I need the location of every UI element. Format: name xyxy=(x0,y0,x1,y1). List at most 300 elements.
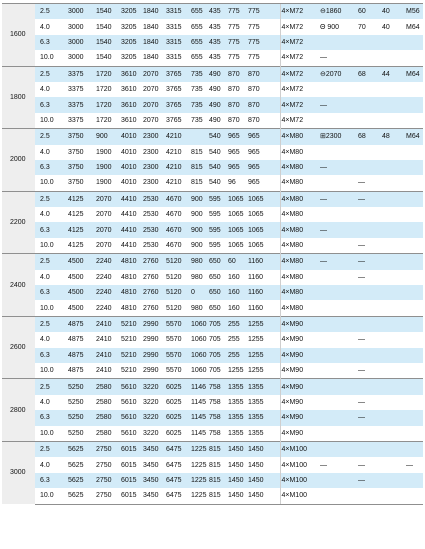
cell: 1450 xyxy=(227,457,248,472)
cell: 735 xyxy=(190,113,209,129)
cell xyxy=(318,35,355,50)
cell: 6025 xyxy=(165,395,190,410)
cell: 815 xyxy=(209,457,227,472)
group-label: 2600 xyxy=(2,316,35,379)
cell: 5610 xyxy=(120,395,142,410)
cell xyxy=(318,300,355,316)
cell: 6.3 xyxy=(35,348,67,363)
cell: 1720 xyxy=(94,82,120,97)
cell: 2760 xyxy=(142,300,165,316)
cell: 160 xyxy=(227,285,248,300)
cell: 1355 xyxy=(227,410,248,425)
cell: 3315 xyxy=(165,19,190,34)
cell: 655 xyxy=(190,35,209,50)
cell xyxy=(318,379,355,395)
cell: 60 xyxy=(355,4,379,20)
cell: 1060 xyxy=(190,316,209,332)
cell xyxy=(379,207,403,222)
cell: 3000 xyxy=(67,35,94,50)
cell: 4×M90 xyxy=(280,426,318,442)
cell: 1146 xyxy=(190,379,209,395)
table-row xyxy=(2,82,423,97)
cell: 2070 xyxy=(142,97,165,112)
cell: 490 xyxy=(209,97,227,112)
cell: 4.0 xyxy=(35,19,67,34)
cell: 1540 xyxy=(94,50,120,66)
cell: 4×M90 xyxy=(280,363,318,379)
cell xyxy=(190,129,209,145)
cell: 160 xyxy=(227,300,248,316)
cell xyxy=(403,270,423,285)
cell xyxy=(379,191,403,207)
cell: 4670 xyxy=(165,191,190,207)
cell: 3000 xyxy=(67,19,94,34)
cell: 815 xyxy=(190,145,209,160)
cell: 3220 xyxy=(142,379,165,395)
cell: 1160 xyxy=(248,254,280,270)
cell: 5570 xyxy=(165,348,190,363)
cell: 705 xyxy=(209,363,227,379)
cell xyxy=(379,254,403,270)
cell: 10.0 xyxy=(35,363,67,379)
cell xyxy=(355,316,379,332)
cell: 595 xyxy=(209,191,227,207)
cell: 775 xyxy=(227,35,248,50)
cell xyxy=(379,160,403,175)
cell: 3220 xyxy=(142,395,165,410)
cell: 2.5 xyxy=(35,191,67,207)
cell: — xyxy=(355,473,379,488)
cell: 2410 xyxy=(94,332,120,347)
cell: 900 xyxy=(94,129,120,145)
cell: 965 xyxy=(248,145,280,160)
cell: 4×M72 xyxy=(280,50,318,66)
cell: 1145 xyxy=(190,410,209,425)
cell: 255 xyxy=(227,332,248,347)
cell: 5250 xyxy=(67,410,94,425)
table-row xyxy=(2,113,423,129)
cell: 4670 xyxy=(165,222,190,237)
cell: — xyxy=(318,160,355,175)
cell xyxy=(379,50,403,66)
cell xyxy=(403,410,423,425)
table-row xyxy=(2,410,423,425)
cell: 1840 xyxy=(142,35,165,50)
cell: 2.5 xyxy=(35,4,67,20)
cell: 2410 xyxy=(94,348,120,363)
cell: 4×M80 xyxy=(280,129,318,145)
cell: 1145 xyxy=(190,426,209,442)
cell: 540 xyxy=(209,129,227,145)
cell: 3765 xyxy=(165,82,190,97)
cell: 4.0 xyxy=(35,395,67,410)
cell: 6.3 xyxy=(35,285,67,300)
cell: 2070 xyxy=(94,191,120,207)
cell: 2760 xyxy=(142,285,165,300)
cell xyxy=(403,222,423,237)
table-row xyxy=(2,254,423,270)
cell: 3315 xyxy=(165,4,190,20)
cell: 4×M90 xyxy=(280,316,318,332)
cell: 3610 xyxy=(120,97,142,112)
cell xyxy=(403,97,423,112)
cell: 705 xyxy=(209,332,227,347)
cell: 2.5 xyxy=(35,379,67,395)
cell: 5625 xyxy=(67,457,94,472)
cell xyxy=(318,441,355,457)
cell xyxy=(355,160,379,175)
cell: 6.3 xyxy=(35,410,67,425)
cell: — xyxy=(318,222,355,237)
cell xyxy=(403,332,423,347)
cell: 4×M90 xyxy=(280,410,318,425)
cell: 4875 xyxy=(67,363,94,379)
cell: 2070 xyxy=(142,113,165,129)
cell: 2990 xyxy=(142,316,165,332)
cell xyxy=(379,426,403,442)
cell: 1065 xyxy=(248,222,280,237)
cell: 1065 xyxy=(227,238,248,254)
cell: 4.0 xyxy=(35,82,67,97)
cell: 775 xyxy=(227,4,248,20)
cell xyxy=(318,395,355,410)
cell xyxy=(318,285,355,300)
cell: 2.5 xyxy=(35,129,67,145)
cell: 900 xyxy=(190,222,209,237)
cell: 3765 xyxy=(165,97,190,112)
cell xyxy=(318,145,355,160)
cell: 3450 xyxy=(142,473,165,488)
cell: 5570 xyxy=(165,363,190,379)
cell: 4670 xyxy=(165,207,190,222)
cell: 705 xyxy=(209,316,227,332)
cell: 4×M90 xyxy=(280,348,318,363)
cell: 4×M80 xyxy=(280,191,318,207)
cell xyxy=(403,160,423,175)
cell: 775 xyxy=(248,19,280,34)
cell: 2530 xyxy=(142,191,165,207)
cell xyxy=(355,222,379,237)
cell: 4×M72 xyxy=(280,82,318,97)
cell: 44 xyxy=(379,66,403,82)
cell: 2750 xyxy=(94,441,120,457)
table-row xyxy=(2,129,423,145)
cell: 655 xyxy=(190,4,209,20)
cell: 2.5 xyxy=(35,66,67,82)
cell: 6475 xyxy=(165,473,190,488)
table-row xyxy=(2,379,423,395)
cell: 758 xyxy=(209,395,227,410)
cell: 4210 xyxy=(165,160,190,175)
cell: 2070 xyxy=(142,66,165,82)
cell: 6025 xyxy=(165,410,190,425)
table-row xyxy=(2,473,423,488)
cell: 4010 xyxy=(120,175,142,191)
cell: 1255 xyxy=(227,363,248,379)
cell: 3220 xyxy=(142,426,165,442)
cell xyxy=(318,82,355,97)
cell: 40 xyxy=(379,4,403,20)
cell: 815 xyxy=(209,441,227,457)
cell: 1450 xyxy=(227,473,248,488)
cell: — xyxy=(318,254,355,270)
cell: 3750 xyxy=(67,160,94,175)
cell: M64 xyxy=(403,129,423,145)
table-row xyxy=(2,457,423,472)
cell: 4410 xyxy=(120,238,142,254)
cell: 5250 xyxy=(67,379,94,395)
cell xyxy=(355,145,379,160)
cell: 1255 xyxy=(248,332,280,347)
cell: 5625 xyxy=(67,488,94,504)
cell: 4875 xyxy=(67,316,94,332)
cell: 3750 xyxy=(67,145,94,160)
cell: 1065 xyxy=(248,238,280,254)
cell: 10.0 xyxy=(35,488,67,504)
cell: 3450 xyxy=(142,488,165,504)
cell: 2410 xyxy=(94,316,120,332)
cell xyxy=(403,363,423,379)
cell: 4×M80 xyxy=(280,254,318,270)
group-label: 2800 xyxy=(2,379,35,442)
cell: 5120 xyxy=(165,270,190,285)
table-row xyxy=(2,145,423,160)
cell: 3375 xyxy=(67,113,94,129)
cell: 4810 xyxy=(120,270,142,285)
cell: 4×M80 xyxy=(280,207,318,222)
cell: 4810 xyxy=(120,285,142,300)
cell: 1355 xyxy=(248,426,280,442)
cell xyxy=(403,300,423,316)
cell: 4210 xyxy=(165,129,190,145)
cell: 3375 xyxy=(67,66,94,82)
cell xyxy=(318,488,355,504)
cell: 870 xyxy=(227,82,248,97)
cell: 1225 xyxy=(190,457,209,472)
cell: 4.0 xyxy=(35,207,67,222)
cell: 3000 xyxy=(67,50,94,66)
cell: 4875 xyxy=(67,348,94,363)
cell: 6015 xyxy=(120,488,142,504)
cell: 4×M80 xyxy=(280,285,318,300)
cell: 4500 xyxy=(67,270,94,285)
cell: 4500 xyxy=(67,300,94,316)
table-row xyxy=(2,395,423,410)
cell: 1225 xyxy=(190,488,209,504)
cell: 490 xyxy=(209,113,227,129)
cell: 6475 xyxy=(165,488,190,504)
cell: ⊞2300 xyxy=(318,129,355,145)
cell: 4.0 xyxy=(35,332,67,347)
cell: 6.3 xyxy=(35,160,67,175)
cell: 1540 xyxy=(94,35,120,50)
cell xyxy=(355,113,379,129)
cell: 3765 xyxy=(165,113,190,129)
cell: 1540 xyxy=(94,4,120,20)
cell: 2990 xyxy=(142,363,165,379)
cell: 96 xyxy=(227,175,248,191)
cell: 2240 xyxy=(94,285,120,300)
cell xyxy=(355,35,379,50)
cell xyxy=(355,285,379,300)
cell: 3205 xyxy=(120,35,142,50)
cell: 4125 xyxy=(67,191,94,207)
cell: 435 xyxy=(209,4,227,20)
table-body xyxy=(2,4,423,505)
cell: 965 xyxy=(248,129,280,145)
cell xyxy=(318,207,355,222)
cell: 540 xyxy=(209,160,227,175)
cell: 1840 xyxy=(142,4,165,20)
cell: 1450 xyxy=(227,488,248,504)
cell: 2300 xyxy=(142,145,165,160)
cell: 775 xyxy=(248,50,280,66)
table-row xyxy=(2,66,423,82)
cell: 255 xyxy=(227,316,248,332)
cell: 1355 xyxy=(227,426,248,442)
cell: 160 xyxy=(227,270,248,285)
table-row xyxy=(2,207,423,222)
cell: 595 xyxy=(209,222,227,237)
cell: 10.0 xyxy=(35,175,67,191)
cell: 5120 xyxy=(165,300,190,316)
cell: 758 xyxy=(209,379,227,395)
cell: — xyxy=(355,175,379,191)
cell xyxy=(379,97,403,112)
cell: ⊖2070 xyxy=(318,66,355,82)
cell xyxy=(379,363,403,379)
cell: 3375 xyxy=(67,82,94,97)
table-row xyxy=(2,488,423,504)
table-row xyxy=(2,19,423,34)
cell: 4125 xyxy=(67,207,94,222)
cell: 3205 xyxy=(120,19,142,34)
cell: 2990 xyxy=(142,348,165,363)
cell: — xyxy=(355,332,379,347)
cell: 2530 xyxy=(142,238,165,254)
table-row xyxy=(2,441,423,457)
group-label: 3000 xyxy=(2,441,35,504)
cell: 6015 xyxy=(120,473,142,488)
cell: 965 xyxy=(248,175,280,191)
cell: 6.3 xyxy=(35,222,67,237)
cell: 1900 xyxy=(94,145,120,160)
cell: 705 xyxy=(209,348,227,363)
cell xyxy=(355,82,379,97)
cell: 2.5 xyxy=(35,316,67,332)
cell xyxy=(379,82,403,97)
cell: 4125 xyxy=(67,222,94,237)
cell xyxy=(318,473,355,488)
cell: 6.3 xyxy=(35,97,67,112)
cell: 6025 xyxy=(165,379,190,395)
cell: 2580 xyxy=(94,379,120,395)
cell xyxy=(355,348,379,363)
cell: 870 xyxy=(248,82,280,97)
cell: 2990 xyxy=(142,332,165,347)
cell xyxy=(318,270,355,285)
cell: 4×M90 xyxy=(280,379,318,395)
cell: 10.0 xyxy=(35,300,67,316)
cell xyxy=(379,222,403,237)
cell: 735 xyxy=(190,82,209,97)
cell: 4010 xyxy=(120,160,142,175)
table-row xyxy=(2,222,423,237)
cell: 815 xyxy=(209,473,227,488)
cell: 1060 xyxy=(190,332,209,347)
cell: 4×M72 xyxy=(280,97,318,112)
cell xyxy=(379,395,403,410)
cell xyxy=(403,50,423,66)
cell xyxy=(318,363,355,379)
cell: 2300 xyxy=(142,175,165,191)
cell: 655 xyxy=(190,50,209,66)
cell xyxy=(379,488,403,504)
cell xyxy=(403,441,423,457)
group-label: 2000 xyxy=(2,129,35,192)
cell: 2070 xyxy=(94,207,120,222)
cell xyxy=(355,207,379,222)
cell: 10.0 xyxy=(35,113,67,129)
cell xyxy=(355,379,379,395)
cell xyxy=(318,410,355,425)
cell: 6025 xyxy=(165,426,190,442)
table-row xyxy=(2,160,423,175)
cell xyxy=(379,441,403,457)
cell xyxy=(403,191,423,207)
table-row xyxy=(2,35,423,50)
cell xyxy=(379,457,403,472)
cell: 3610 xyxy=(120,113,142,129)
cell: 650 xyxy=(209,285,227,300)
cell: 2070 xyxy=(94,222,120,237)
cell: 4×M72 xyxy=(280,113,318,129)
cell xyxy=(379,316,403,332)
cell: 1450 xyxy=(248,473,280,488)
cell: 4×M80 xyxy=(280,160,318,175)
cell: 1900 xyxy=(94,175,120,191)
cell: 735 xyxy=(190,66,209,82)
cell: 870 xyxy=(227,113,248,129)
cell: 10.0 xyxy=(35,426,67,442)
cell: 2240 xyxy=(94,270,120,285)
table-row xyxy=(2,348,423,363)
table-row xyxy=(2,4,423,20)
table-row xyxy=(2,332,423,347)
cell: 1450 xyxy=(248,457,280,472)
cell xyxy=(355,50,379,66)
cell xyxy=(403,113,423,129)
cell: 5570 xyxy=(165,332,190,347)
cell: 775 xyxy=(227,19,248,34)
cell xyxy=(379,285,403,300)
cell: — xyxy=(355,395,379,410)
cell xyxy=(403,316,423,332)
cell xyxy=(318,426,355,442)
group-label: 1800 xyxy=(2,66,35,129)
cell xyxy=(379,473,403,488)
cell xyxy=(379,410,403,425)
cell: — xyxy=(318,191,355,207)
cell xyxy=(403,426,423,442)
cell: 980 xyxy=(190,270,209,285)
cell: 1840 xyxy=(142,19,165,34)
cell: 2240 xyxy=(94,300,120,316)
cell xyxy=(379,113,403,129)
cell: 6475 xyxy=(165,441,190,457)
cell: 815 xyxy=(209,488,227,504)
cell xyxy=(355,441,379,457)
